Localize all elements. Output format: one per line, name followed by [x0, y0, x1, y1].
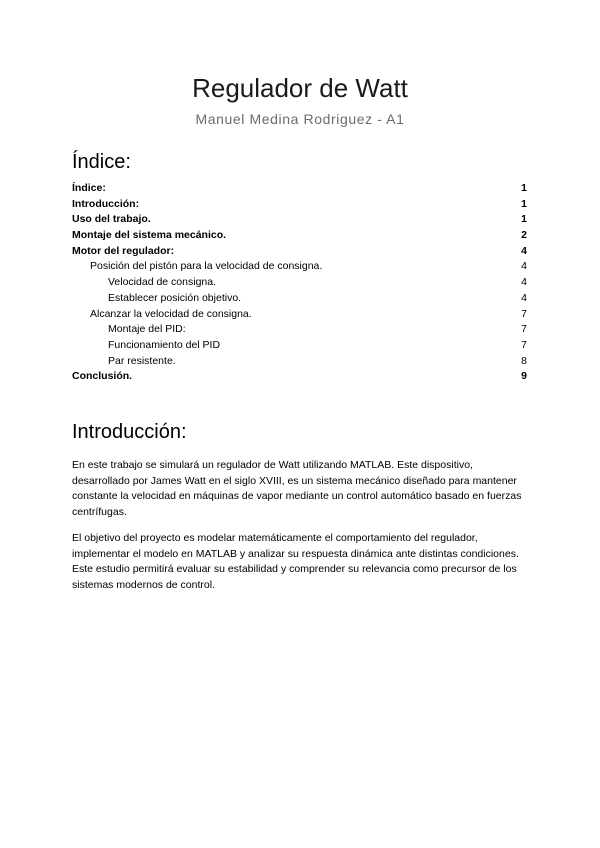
toc-entry-uso-del-trabajo[interactable] — [72, 212, 527, 228]
toc-entry-par-resistente[interactable] — [72, 354, 527, 370]
toc-entry-introduccion[interactable] — [72, 197, 527, 213]
toc-entry-page: 4 — [521, 244, 527, 257]
toc-entry-page: 9 — [521, 370, 527, 383]
toc-entry-label: Posición del pistón para la velocidad de consigna. — [90, 260, 323, 273]
toc-entry-indice[interactable] — [72, 181, 527, 197]
introduction-paragraph: En este trabajo se simulará un regulador de Watt utilizando MATLAB. Este dispositivo, desarrollado por James Watt en el siglo XVIII, es un sistema mecánico diseñado para mantener constante la velocidad en máquinas de vapor mediante un control automático basado en fuerzas centrífugas. — [72, 459, 522, 518]
toc-entry-posicion-piston[interactable] — [72, 259, 527, 275]
toc-entry-page: 4 — [521, 276, 527, 289]
toc-entry-label: Introducción: — [72, 197, 140, 210]
toc-entry-montaje-pid[interactable] — [72, 322, 527, 338]
toc-entry-label: Motor del regulador: — [72, 244, 175, 257]
toc-entry-page: 1 — [521, 213, 527, 226]
toc-entry-label: Velocidad de consigna. — [108, 276, 216, 289]
toc-entry-label: Par resistente. — [108, 354, 176, 367]
toc-entry-label: Conclusión. — [72, 370, 133, 383]
toc-entry-label: Establecer posición objetivo. — [108, 291, 242, 304]
toc-entry-page: 2 — [521, 229, 527, 242]
toc-entry-conclusion[interactable] — [72, 369, 527, 385]
toc-entry-funcionamiento-pid[interactable] — [72, 338, 527, 354]
toc-entry-page: 4 — [521, 260, 527, 273]
toc-entry-alcanzar-velocidad[interactable] — [72, 307, 527, 323]
table-of-contents — [72, 181, 527, 385]
toc-entry-page: 8 — [521, 354, 527, 367]
toc-entry-page: 7 — [521, 307, 527, 320]
toc-entry-page: 7 — [521, 323, 527, 336]
toc-entry-establecer-posicion[interactable] — [72, 291, 527, 307]
toc-entry-label: Uso del trabajo. — [72, 213, 151, 226]
introduction-heading: Introducción: — [72, 421, 187, 443]
toc-entry-velocidad-consigna[interactable] — [72, 275, 527, 291]
toc-entry-page: 1 — [521, 182, 527, 194]
document-title: Regulador de Watt — [192, 73, 408, 103]
toc-entry-label: Funcionamiento del PID — [108, 338, 221, 351]
toc-entry-label: Montaje del PID: — [108, 323, 186, 336]
index-heading: Índice: — [72, 151, 131, 173]
toc-entry-motor-del-regulador[interactable] — [72, 244, 527, 260]
toc-entry-label: Índice: — [72, 182, 106, 194]
document-author: Manuel Medina Rodriguez - A1 — [195, 111, 405, 127]
toc-entry-page: 4 — [521, 291, 527, 304]
toc-entry-page: 1 — [521, 197, 527, 210]
toc-entry-label: Montaje del sistema mecánico. — [72, 229, 227, 242]
introduction-paragraph: El objetivo del proyecto es modelar matemáticamente el comportamiento del regulador, implementar el modelo en MATLAB y analizar su respuesta dinámica ante distintas condiciones. Este estudio permitirá evaluar su estabilidad y comprender su relevancia como precursor de los sistemas modernos de control. — [72, 532, 519, 591]
toc-entry-montaje-sistema-mecanico[interactable] — [72, 228, 527, 244]
toc-entry-label: Alcanzar la velocidad de consigna. — [90, 307, 252, 320]
toc-entry-page: 7 — [521, 338, 527, 351]
